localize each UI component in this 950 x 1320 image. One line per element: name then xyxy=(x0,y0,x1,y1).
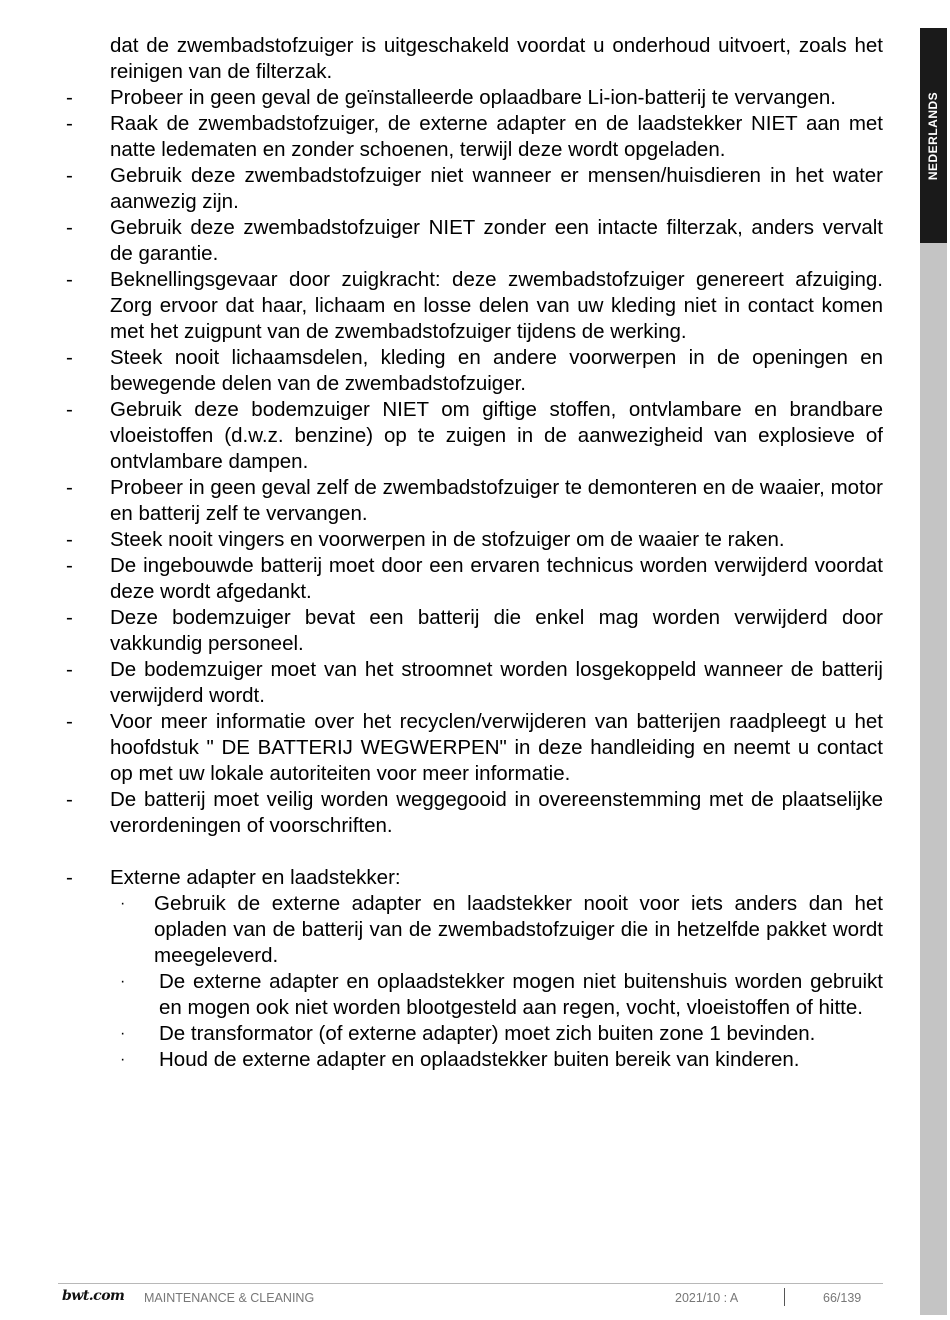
list-item xyxy=(58,709,883,787)
sub-list-item-text: Houd de externe adapter en oplaadstekker buiten bereik van kinderen. xyxy=(159,1048,800,1071)
side-strip xyxy=(920,243,947,1315)
dash-icon: - xyxy=(66,710,73,733)
dash-icon: - xyxy=(66,528,73,551)
list-item xyxy=(58,85,883,111)
list-item xyxy=(58,527,883,553)
sub-list-item xyxy=(58,1047,883,1073)
list-item-text: Probeer in geen geval zelf de zwembadstofzuiger te demonteren en de waaier, motor en batterij zelf te vervangen. xyxy=(110,476,883,525)
list-item xyxy=(58,111,883,163)
list-item xyxy=(58,345,883,397)
intro-continuation: dat de zwembadstofzuiger is uitgeschakeld voordat u onderhoud uitvoert, zoals het reinigen van de filterzak. xyxy=(110,34,883,83)
dash-icon: - xyxy=(66,476,73,499)
dash-icon: - xyxy=(66,658,73,681)
dash-icon: - xyxy=(66,164,73,187)
dash-icon: - xyxy=(66,554,73,577)
bwt-logo: bwt.com xyxy=(62,1288,125,1304)
page-footer xyxy=(58,1288,883,1310)
list-item-text: Deze bodemzuiger bevat een batterij die enkel mag worden verwijderd door vakkundig personeel. xyxy=(110,606,883,655)
list-item xyxy=(58,397,883,475)
sub-list-item-text: Gebruik de externe adapter en laadstekker nooit voor iets anders dan het opladen van de batterij van de zwembadstofzuiger die in hetzelfde pakket wordt meegeleverd. xyxy=(154,892,883,967)
page-number: 66/139 xyxy=(823,1291,862,1305)
list-item-text: Probeer in geen geval de geïnstalleerde oplaadbare Li-ion-batterij te vervangen. xyxy=(110,86,836,109)
list-item-text: De bodemzuiger moet van het stroomnet worden losgekoppeld wanneer de batterij verwijderd wordt. xyxy=(110,658,883,707)
dash-icon: - xyxy=(66,866,73,889)
list-item xyxy=(58,787,883,839)
list-item xyxy=(58,553,883,605)
spacer xyxy=(58,839,883,865)
sub-list-item xyxy=(58,969,883,1021)
dash-icon: - xyxy=(66,268,73,291)
footer-version: 2021/10 : A xyxy=(675,1291,739,1305)
document-body xyxy=(58,33,883,1073)
list-item xyxy=(58,267,883,345)
dash-icon: - xyxy=(66,398,73,421)
adapter-heading-text: Externe adapter en laadstekker: xyxy=(110,866,401,889)
list-item-text: Gebruik deze bodemzuiger NIET om giftige stoffen, ontvlambare en brandbare vloeistoffen (d.w.z. benzine) op te zuigen in de aanwezigheid van explosieve of ontvlambare dampen. xyxy=(110,398,883,473)
sub-list-item-text: De externe adapter en oplaadstekker mogen niet buitenshuis worden gebruikt en mogen ook niet worden blootgesteld aan regen, vocht, vloeistoffen of hitte. xyxy=(159,970,883,1019)
footer-section-title: MAINTENANCE & CLEANING xyxy=(144,1291,315,1305)
list-item-text: De ingebouwde batterij moet door een ervaren technicus worden verwijderd voordat deze wordt afgedankt. xyxy=(110,554,883,603)
list-item-text: Beknellingsgevaar door zuigkracht: deze zwembadstofzuiger genereert afzuiging. Zorg ervoor dat haar, lichaam en losse delen van uw kleding niet in contact komen met het zuigpunt van de zwembadstofzuiger tijdens de werking. xyxy=(110,268,883,343)
footer-separator xyxy=(784,1288,785,1306)
list-item-text: De batterij moet veilig worden weggegooid in overeenstemming met de plaatselijke verordeningen of voorschriften. xyxy=(110,788,883,837)
list-item-text: Gebruik deze zwembadstofzuiger NIET zonder een intacte filterzak, anders vervalt de garantie. xyxy=(110,216,883,265)
sub-list-item xyxy=(58,1021,883,1047)
list-item-text: Steek nooit vingers en voorwerpen in de stofzuiger om de waaier te raken. xyxy=(110,528,785,551)
list-item-text: Raak de zwembadstofzuiger, de externe adapter en de laadstekker NIET aan met natte ledematen en zonder schoenen, terwijl deze wordt opgeladen. xyxy=(110,112,883,161)
dash-icon: - xyxy=(66,86,73,109)
language-tab xyxy=(920,28,947,243)
list-item-text: Steek nooit lichaamsdelen, kleding en andere voorwerpen in de openingen en bewegende delen van de zwembadstofzuiger. xyxy=(110,346,883,395)
sub-list-item-text: De transformator (of externe adapter) moet zich buiten zone 1 bevinden. xyxy=(159,1022,816,1045)
dash-icon: - xyxy=(66,606,73,629)
list-item xyxy=(58,215,883,267)
bullet-dot-icon: · xyxy=(120,973,126,990)
sub-list-item xyxy=(58,891,883,969)
dash-icon: - xyxy=(66,112,73,135)
language-tab-label: NEDERLANDS xyxy=(926,91,941,180)
list-item xyxy=(58,163,883,215)
list-item xyxy=(58,605,883,657)
list-item xyxy=(58,657,883,709)
dash-icon: - xyxy=(66,788,73,811)
bullet-dot-icon: · xyxy=(120,1051,126,1068)
dash-icon: - xyxy=(66,346,73,369)
footer-divider xyxy=(58,1283,883,1284)
adapter-heading xyxy=(58,865,883,891)
bullet-dot-icon: · xyxy=(120,1025,126,1042)
list-item-text: Voor meer informatie over het recyclen/verwijderen van batterijen raadpleegt u het hoofdstuk " DE BATTERIJ WEGWERPEN" in deze handleiding en neemt u contact op met uw lokale autoriteiten voor meer informatie. xyxy=(110,710,883,785)
list-item xyxy=(58,475,883,527)
bullet-dot-icon: · xyxy=(120,895,126,912)
dash-icon: - xyxy=(66,216,73,239)
list-item-text: Gebruik deze zwembadstofzuiger niet wanneer er mensen/huisdieren in het water aanwezig zijn. xyxy=(110,164,883,213)
